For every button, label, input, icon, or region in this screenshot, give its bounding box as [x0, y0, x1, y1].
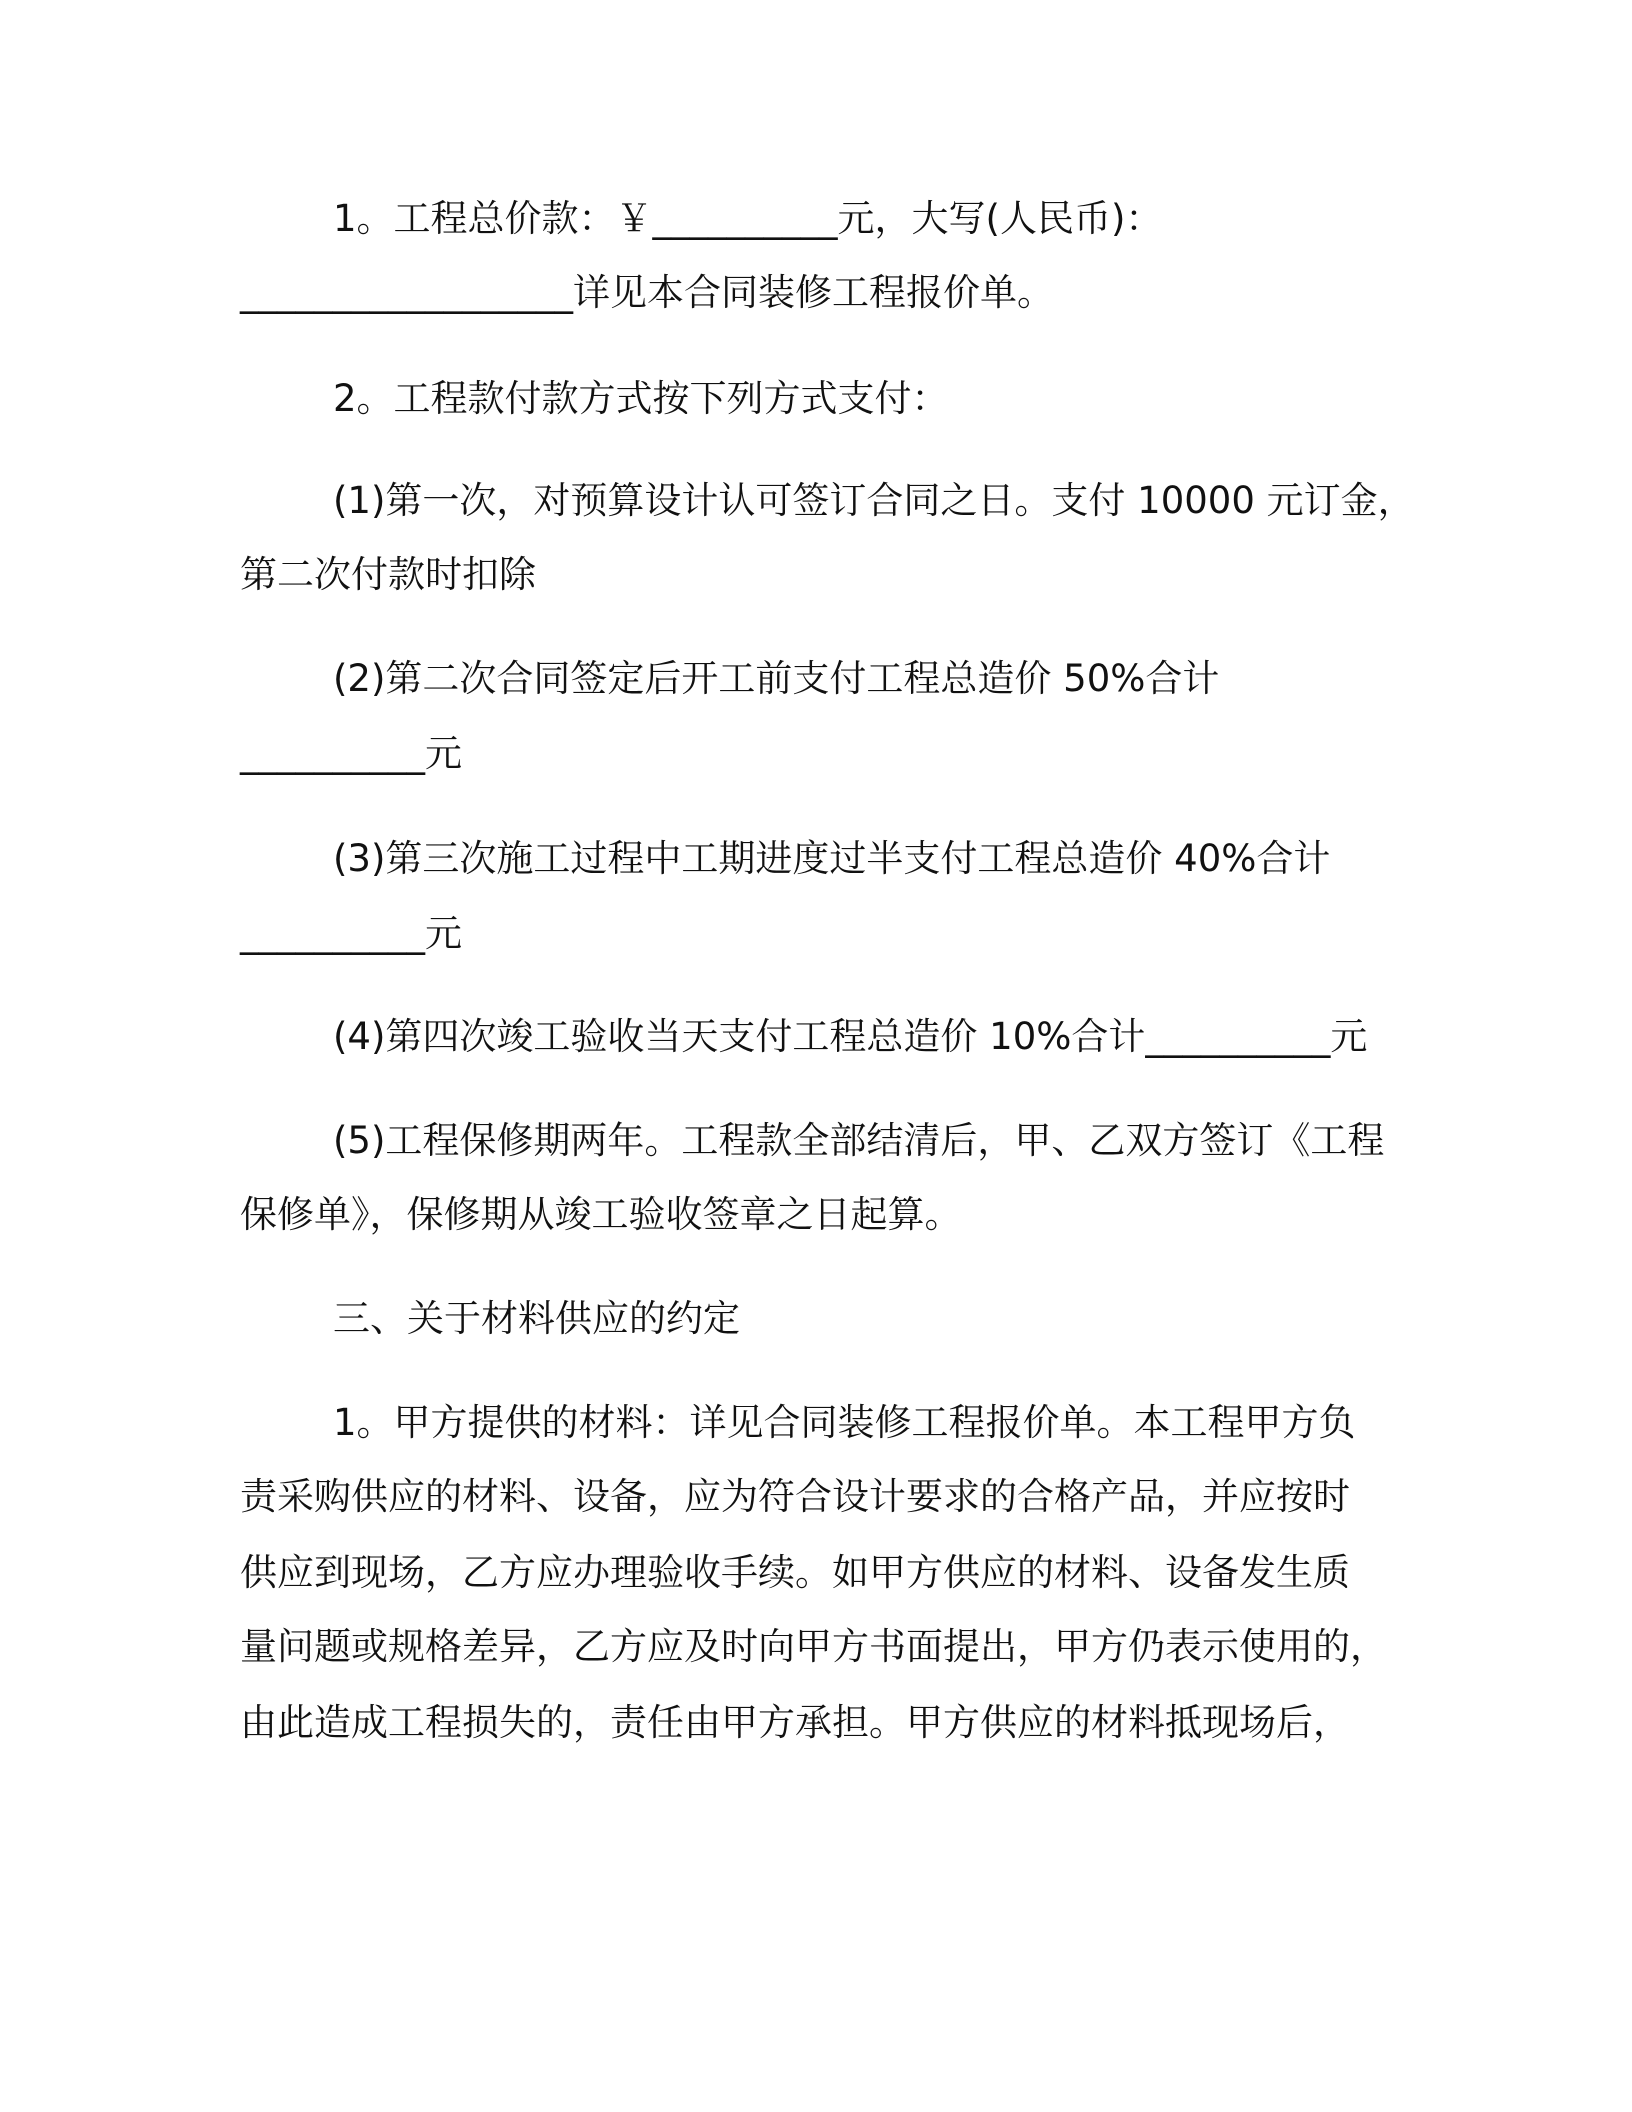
materials-line-5: 由此造成工程损失的，责任由甲方承担。甲方供应的材料抵现场后，: [240, 1701, 1350, 1744]
warranty-line-cont: 保修单》，保修期从竣工验收签章之日起算。: [240, 1193, 962, 1236]
third-payment-amount: __________元: [240, 912, 462, 955]
section-heading: 三、关于材料供应的约定: [333, 1297, 740, 1340]
materials-line-2: 责采购供应的材料、设备，应为符合设计要求的合格产品，并应按时: [240, 1475, 1350, 1518]
second-payment-amount: __________元: [240, 732, 462, 775]
materials-line-1: 1。甲方提供的材料：详见合同装修工程报价单。本工程甲方负: [333, 1401, 1356, 1444]
second-payment-line: (2)第二次合同签定后开工前支付工程总造价 50%合计: [333, 657, 1220, 700]
warranty-line: (5)工程保修期两年。工程款全部结清后，甲、乙双方签订《工程: [333, 1119, 1385, 1162]
first-payment-line: (1)第一次，对预算设计认可签订合同之日。支付 10000 元订金，: [333, 479, 1415, 522]
materials-line-3: 供应到现场，乙方应办理验收手续。如甲方供应的材料、设备发生质: [240, 1551, 1350, 1594]
materials-line-4: 量问题或规格差异，乙方应及时向甲方书面提出，甲方仍表示使用的，: [240, 1625, 1387, 1668]
total-price-line: 1。工程总价款：￥__________元，大写(人民币)：: [333, 197, 1163, 240]
third-payment-line: (3)第三次施工过程中工期进度过半支付工程总造价 40%合计: [333, 837, 1331, 880]
payment-method-line: 2。工程款付款方式按下列方式支付：: [333, 377, 949, 420]
total-price-line-cont: __________________详见本合同装修工程报价单。: [240, 271, 1054, 314]
fourth-payment-line: (4)第四次竣工验收当天支付工程总造价 10%合计__________元: [333, 1015, 1368, 1058]
first-payment-line-cont: 第二次付款时扣除: [240, 553, 536, 596]
